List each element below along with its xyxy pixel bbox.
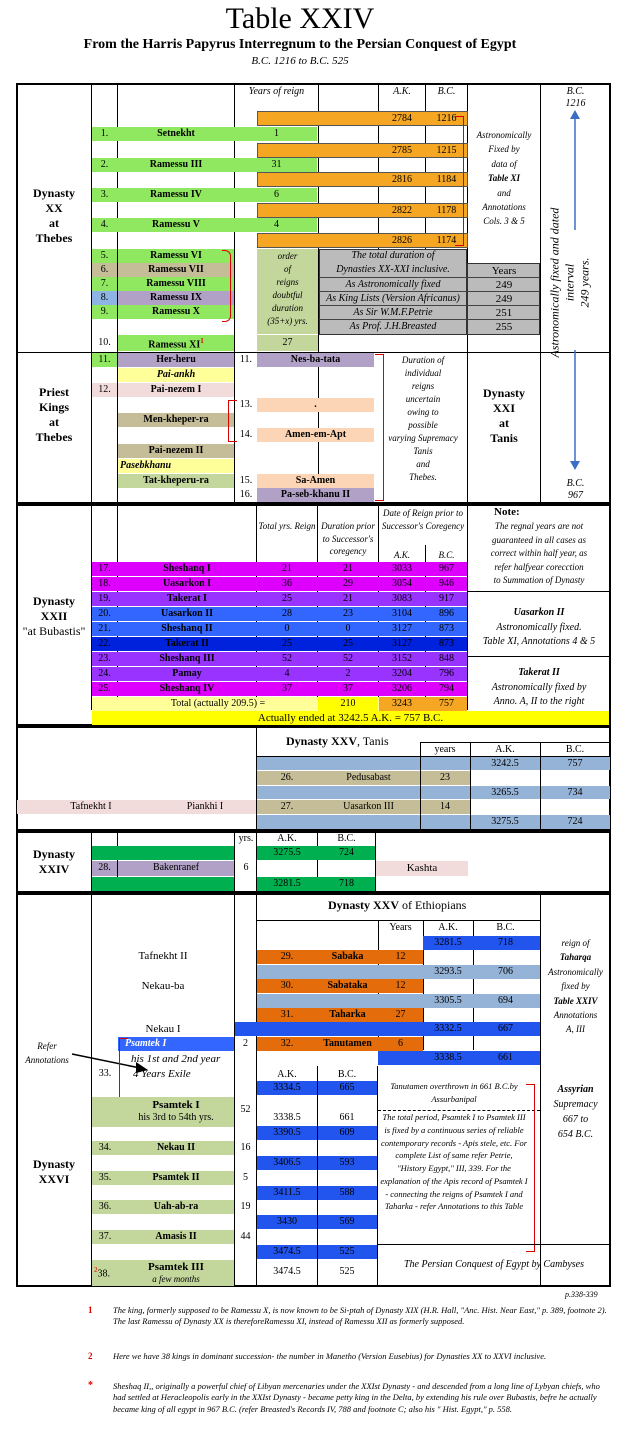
- king-name: Sabataka: [327, 980, 368, 991]
- king-name: Pa-seb-khanu II: [280, 489, 351, 500]
- king-name: Setnekht: [157, 128, 195, 139]
- dyn22-ended: Actually ended at 3242.5 A.K. = 757 B.C.: [257, 712, 444, 724]
- king-name: Uasarkon III: [343, 801, 394, 812]
- king-name: Uasarkon I: [162, 578, 212, 589]
- date-bc: 1178: [436, 205, 457, 216]
- date-ak: 3474.5: [273, 1266, 301, 1277]
- king-name: Psamtek I: [152, 1099, 200, 1111]
- king-number: 21.: [98, 623, 111, 634]
- date-bc: 796: [439, 668, 454, 679]
- date-bc: 661: [498, 1052, 513, 1063]
- order-note: order of reigns doubtful duration (35+x) yrs.: [267, 251, 308, 327]
- years-header: yrs.: [238, 833, 254, 844]
- bc-header: B.C.: [337, 833, 356, 844]
- total-box-title: The total duration of: [351, 250, 435, 261]
- total-row-years: 249: [495, 279, 513, 291]
- date-ak: 3104: [392, 608, 412, 619]
- date-bc: 917: [439, 593, 454, 604]
- date-bc: 1174: [436, 235, 457, 246]
- king-years: 27: [395, 1009, 406, 1020]
- date-ak: 3474.5: [273, 1246, 301, 1257]
- total-box-title: Dynasties XX-XXI inclusive.: [336, 264, 450, 275]
- king-years: 1: [274, 128, 279, 139]
- dyn21-right-label: Dynasty XXI at Tanis: [482, 386, 525, 445]
- date-bc: 694: [498, 995, 513, 1006]
- king-total: 28: [282, 608, 292, 619]
- date-ak: 3338.5: [434, 1052, 462, 1063]
- date-ak: 2822: [392, 205, 412, 216]
- king-name: .: [314, 399, 317, 410]
- years-header: Years: [389, 922, 412, 933]
- dyn26-label: Dynasty XXVI: [32, 1157, 75, 1186]
- king-number: 7.: [100, 278, 109, 289]
- side-vertical-note: Astronomically fixed and dated interval 249 years.: [547, 207, 592, 358]
- date-bc: 665: [339, 1082, 355, 1093]
- side-top-year: 1216: [565, 98, 586, 109]
- date-ak: 3281.5: [273, 878, 301, 889]
- tafnekht-ii-label: Tafnekht II: [138, 950, 188, 962]
- king-total: 25: [282, 593, 292, 604]
- side-top-bc: B.C.: [566, 86, 585, 97]
- bc-header: B.C.: [437, 86, 456, 97]
- king-number: 22.: [98, 638, 111, 649]
- king-years: 23: [440, 772, 450, 783]
- exile-sub: 4 Years Exile: [133, 1068, 191, 1080]
- king-name: Pai-nezem II: [148, 445, 204, 456]
- king-years: 6: [398, 1038, 403, 1049]
- date-bc: 661: [339, 1112, 355, 1123]
- kashta-label: Kashta: [406, 862, 438, 874]
- king-prior: 52: [343, 653, 353, 664]
- king-prior: 23: [343, 608, 353, 619]
- king-total: 52: [282, 653, 292, 664]
- king-number: 16.: [239, 489, 253, 500]
- persian-conquest: The Persian Conquest of Egypt by Cambyses: [404, 1259, 584, 1270]
- date-bc: 1184: [436, 174, 457, 185]
- date-ak: 3033: [392, 563, 412, 574]
- date-ak: 3275.5: [273, 847, 301, 858]
- king-number: 24.: [98, 668, 111, 679]
- footnote-text: The king, formerly supposed to be Ramessu X, is now known to be Si-ptah of Dynasty XIX (H.R. Hall, "Anc. Hist. Near East," p. 389, footnote 2). The last Ramessu of Dynasty XX is thereforeRamessu XI, instead of Ramessu XII as formerly supposed.: [113, 1305, 607, 1327]
- date-ak: 3334.5: [273, 1082, 301, 1093]
- king-number: 1.: [100, 128, 109, 139]
- total-row-label: As Astronomically fixed: [345, 279, 441, 290]
- king-name: Uah-ab-ra: [153, 1201, 199, 1212]
- header-date-reign: Date of Reign prior to Successor's Coregency: [381, 508, 465, 531]
- king-number: $^2$38.: [94, 1266, 110, 1280]
- date-ak: 2816: [392, 174, 412, 185]
- dyn23-title: Dynasty XXV, Tanis: [286, 734, 389, 748]
- king-name: Men-kheper-ra: [143, 414, 209, 425]
- date-bc: 525: [339, 1246, 355, 1257]
- dyn21-note: Duration of individual reigns uncertain owing to possible varying Supremacy Tanis and Thebes.: [388, 355, 458, 483]
- king-prior: 2: [345, 668, 351, 679]
- king-name: Takerat II: [165, 638, 209, 649]
- date-ak: 3206: [392, 683, 412, 694]
- king-number: 31.: [280, 1009, 294, 1020]
- king-number: 8.: [100, 292, 109, 303]
- king-name: Tat-kheperu-ra: [143, 475, 209, 486]
- date-bc: 569: [339, 1216, 355, 1227]
- king-name: Takerat I: [167, 593, 207, 604]
- dyn22-label: Dynasty XXII "at Bubastis": [22, 594, 86, 638]
- king-name: Pai-nezem I: [150, 384, 202, 395]
- date-bc: 609: [339, 1127, 355, 1138]
- uasarkon-note: Uasarkon II Astronomically fixed. Table XI, Annotations 4 & 5: [482, 607, 596, 647]
- date-bc: 873: [439, 638, 454, 649]
- king-number: 30.: [280, 980, 294, 991]
- king-years: 27: [282, 337, 293, 348]
- king-number: 34.: [98, 1142, 112, 1153]
- nekau-ba-label: Nekau-ba: [141, 980, 185, 992]
- king-number: 35.: [98, 1172, 112, 1183]
- total-row-years: 249: [495, 293, 513, 305]
- king-prior: 21: [343, 593, 353, 604]
- king-name: Pedusabast: [346, 772, 391, 783]
- king-prior: 25: [343, 638, 353, 649]
- king-number: 27.: [280, 801, 294, 812]
- date-ak: 3411.5: [273, 1187, 301, 1198]
- king-number: 10.: [98, 337, 111, 348]
- total-row-label: As King Lists (Version Africanus): [326, 293, 460, 304]
- king-name: Ramessu IX: [150, 292, 202, 303]
- king-name: Sheshanq II: [161, 623, 213, 634]
- king-name: Ramessu III: [149, 159, 203, 170]
- footnote-mark: 2: [88, 1351, 93, 1361]
- takerat-note: Takerat II Astronomically fixed by Anno. A, II to the right: [491, 667, 587, 707]
- date-ak: 3265.5: [491, 787, 519, 798]
- ak-header: A.K.: [393, 550, 410, 560]
- king-name: Sheshanq I: [163, 563, 211, 574]
- king-name: Pai-ankh: [156, 369, 196, 380]
- page-subtitle: From the Harris Papyrus Interregnum to the Persian Conquest of Egypt: [83, 37, 517, 52]
- king-years: 14: [440, 801, 450, 812]
- king-years: 2: [243, 1038, 248, 1049]
- king-number: 2.: [100, 159, 109, 170]
- date-bc: 718: [339, 878, 354, 889]
- dyn22-total-bc: 757: [439, 698, 454, 709]
- king-name: Pasebkhanu: [120, 460, 172, 471]
- king-sub: a few months: [152, 1274, 200, 1284]
- date-ak: 3054: [392, 578, 412, 589]
- king-number: 9.: [100, 306, 109, 317]
- date-ak: 3293.5: [434, 966, 462, 977]
- header-total-reign: Total yrs. Reign: [258, 521, 316, 531]
- king-name: Her-heru: [156, 354, 196, 365]
- dyn22-total-label: Total (actually 209.5) =: [170, 698, 266, 709]
- total-years-header: Years: [491, 265, 517, 277]
- king-years: 4: [274, 219, 279, 230]
- date-ak: 3281.5: [434, 937, 462, 948]
- king-number: 23.: [98, 653, 111, 664]
- ak-header: A.K.: [277, 833, 297, 844]
- side-bottom-bc: B.C.: [566, 478, 585, 489]
- years-header: years: [434, 744, 456, 755]
- king-name: Pamay: [172, 668, 202, 679]
- dyn22-total-ak: 3243: [392, 698, 412, 709]
- bc-header: B.C.: [496, 922, 515, 933]
- date-bc: 734: [567, 787, 583, 798]
- king-years: 12: [395, 951, 406, 962]
- king-prior: 21: [343, 563, 353, 574]
- king-number: 17.: [98, 563, 111, 574]
- king-number: 12.: [98, 384, 111, 395]
- date-ak: 2826: [392, 235, 412, 246]
- total-period-note: The total period, Psamtek I to Psamtek III is fixed by a continuous series of reliable contemporary records - Apis stele, etc. For complete List of same refer Petrie, "History Egypt," III, 339. For the explanation of the Apis record of Psamtek I - connecting the reigns of Psamtek I and Taharka - refer Annotations to this Table: [380, 1112, 528, 1212]
- king-name: Ramessu VII: [148, 264, 204, 275]
- king-prior: 37: [343, 683, 353, 694]
- date-bc: 593: [339, 1157, 355, 1168]
- date-ak: 3430: [277, 1216, 297, 1227]
- date-bc: 588: [339, 1187, 355, 1198]
- ak-header: A.K.: [393, 86, 411, 97]
- king-prior: 0: [345, 623, 351, 634]
- king-total: 0: [284, 623, 290, 634]
- king-number: 19.: [98, 593, 111, 604]
- king-number: 32.: [280, 1038, 294, 1049]
- king-name: Sabaka: [331, 951, 364, 962]
- nekau-i-label: Nekau I: [145, 1023, 181, 1035]
- date-bc: 967: [439, 563, 454, 574]
- king-total: 36: [282, 578, 292, 589]
- king-number: 28.: [98, 862, 111, 873]
- date-bc: 525: [339, 1266, 355, 1277]
- king-total: 25: [282, 638, 292, 649]
- date-bc: 896: [439, 608, 454, 619]
- king-number: 6.: [100, 264, 109, 275]
- footnote-mark: 1: [88, 1305, 93, 1315]
- header-duration-prior: Duration prior to Successor's coregency: [321, 521, 375, 557]
- king-name: Psamtek I: [125, 1038, 167, 1049]
- dyn20-label: Dynasty XX at Thebes: [32, 186, 75, 245]
- dyn22-note-title: Note:: [494, 506, 520, 518]
- king-name: Psamtek III: [148, 1261, 204, 1273]
- date-bc: 848: [439, 653, 454, 664]
- king-number: 3.: [100, 189, 109, 200]
- king-total: 4: [284, 668, 290, 679]
- king-name: Uasarkon II: [161, 608, 213, 619]
- king-name: Ramessu X: [151, 306, 201, 317]
- date-ak: 2784: [392, 113, 412, 124]
- king-number: 18.: [98, 578, 111, 589]
- total-row-years: 255: [495, 321, 513, 333]
- dyn22-note: The regnal years are not guaranteed in all cases as correct within half year, as refer halfyear corecction to Summation of Dynasty: [490, 521, 588, 585]
- king-number: 5.: [100, 250, 109, 261]
- date-bc: 1216: [436, 113, 457, 124]
- king-name: Amasis II: [155, 1231, 197, 1242]
- bc-header: B.C.: [438, 550, 455, 560]
- side-bottom-year: 967: [568, 490, 583, 501]
- years-reign-header: Years of reign: [248, 86, 305, 97]
- total-row-label: As Sir W.M.F.Petrie: [353, 307, 433, 318]
- king-prior: 29: [343, 578, 353, 589]
- footnote-text: Here we have 38 kings in dominant succession- the number in Manetho (Version Eusebius) for Dynasties XX to XXVI inclusive.: [113, 1351, 547, 1361]
- dyn22-total-prior: 210: [340, 698, 356, 709]
- king-number: 14.: [239, 429, 253, 440]
- king-years: 6: [243, 862, 249, 873]
- date-ak: 3305.5: [434, 995, 462, 1006]
- date-ak: 3390.5: [273, 1127, 301, 1138]
- king-name: Sheshanq III: [159, 653, 215, 664]
- king-name: Taharka: [329, 1009, 366, 1020]
- date-bc: 1215: [436, 145, 457, 156]
- king-years: 44: [240, 1231, 251, 1242]
- king-name: Ramessu IV: [150, 189, 202, 200]
- date-ak: 3204: [392, 668, 412, 679]
- king-years: 16: [240, 1142, 251, 1153]
- dyn24-label: Dynasty XXIV: [32, 847, 75, 876]
- date-bc: 794: [439, 683, 454, 694]
- king-name: Ramessu V: [152, 219, 200, 230]
- king-years: 5: [243, 1172, 248, 1183]
- piankhi-label: Piankhi I: [186, 801, 224, 812]
- ak-header: A.K.: [277, 1069, 297, 1080]
- king-number: 25.: [98, 683, 111, 694]
- date-ak: 3127: [392, 623, 412, 634]
- date-bc: 667: [498, 1023, 513, 1034]
- king-name: Bakenranef: [152, 862, 200, 873]
- king-name: Ramessu VI: [150, 250, 202, 261]
- king-name: Ramessu $XI^1$: [148, 337, 204, 351]
- king-years: 52: [240, 1104, 251, 1115]
- total-row-label: As Prof. J.H.Breasted: [349, 321, 437, 332]
- king-number: 36.: [98, 1201, 112, 1212]
- king-number: 11.: [239, 354, 253, 365]
- king-name: Nes-ba-tata: [290, 354, 341, 365]
- king-number: 37.: [98, 1231, 112, 1242]
- king-years: 31: [271, 159, 282, 170]
- assyrian-note: Assyrian Supremacy 667 to 654 B.C.: [553, 1084, 598, 1140]
- taharqa-note: reign of Taharqa Astronomically fixed by Table XXIV Annotations A, III: [548, 938, 603, 1035]
- date-ak: 3127: [392, 638, 412, 649]
- date-bc: 724: [339, 847, 354, 858]
- king-number: 20.: [98, 608, 111, 619]
- king-number: 26.: [280, 772, 294, 783]
- king-number: 33.: [98, 1068, 112, 1079]
- king-name: Psamtek II: [152, 1172, 200, 1183]
- date-bc: 946: [439, 578, 454, 589]
- king-name: Sa-Amen: [295, 475, 336, 486]
- total-row-years: 251: [495, 307, 513, 319]
- date-ak: 3275.5: [491, 816, 519, 827]
- date-ak: 3338.5: [273, 1112, 301, 1123]
- king-number: 11.: [98, 354, 111, 365]
- king-years: 19: [240, 1201, 251, 1212]
- dyn21-left-label: Priest Kings at Thebes: [35, 385, 73, 444]
- king-name: Ramessu VIII: [146, 278, 206, 289]
- king-number: 15.: [239, 475, 253, 486]
- ak-header: A.K.: [438, 922, 458, 933]
- king-years: 6: [274, 189, 279, 200]
- king-total: 21: [282, 563, 292, 574]
- page-title: Table XXIV: [225, 2, 375, 35]
- bc-header: B.C.: [337, 1069, 357, 1080]
- exile-sub: his 1st and 2nd year: [131, 1053, 221, 1065]
- date-bc: 757: [567, 758, 583, 769]
- king-number: 4.: [100, 219, 109, 230]
- king-name: Sheshanq IV: [159, 683, 215, 694]
- king-name: Nekau II: [156, 1142, 196, 1153]
- footnote-text: Sheshaq II,, originally a powerful chief of Libyan mercenaries under the XXIst Dynasty - and descended from a long line of Lybyan chiefs, who had settled at Heracleopolis early in the XXIst Dynasty - became petty king in the Delta, by extending his rule over Bubastis, befre he actually became king of all egypt in 967 B.C. (refer Breasted's Records IV, 788 and footnote C; also his " Hist. Egypt," p. 558.: [113, 1381, 600, 1414]
- refer-annotations: Refer Annotations: [25, 1041, 69, 1065]
- tafnekht-label: Tafnekht I: [70, 801, 112, 812]
- date-ak: 3332.5: [434, 1023, 462, 1034]
- king-name: Tanutamen: [323, 1038, 372, 1049]
- date-bc: 873: [439, 623, 454, 634]
- date-ak: 2785: [392, 145, 412, 156]
- king-number: 29.: [280, 951, 294, 962]
- king-years: 12: [395, 980, 406, 991]
- king-name: Amen-em-Apt: [284, 429, 347, 440]
- date-bc: 718: [498, 937, 513, 948]
- bc-header: B.C.: [565, 744, 585, 755]
- date-ak: 3242.5: [491, 758, 519, 769]
- page-ref: p.338-339: [565, 1290, 598, 1299]
- ak-header: A.K.: [495, 744, 515, 755]
- tanutamen-note: Tanutamen overthrown in 661 B.C.by Assurbanipal: [390, 1081, 518, 1104]
- date-bc: 706: [498, 966, 513, 977]
- footnote-mark: *: [88, 1380, 93, 1391]
- date-ak: 3152: [392, 653, 412, 664]
- date-range: B.C. 1216 to B.C. 525: [251, 55, 349, 67]
- date-ak: 3406.5: [273, 1157, 301, 1168]
- date-bc: 724: [567, 816, 583, 827]
- king-total: 37: [282, 683, 292, 694]
- astro-note: Astronomically Fixed by data of Table XI and Annotations Cols. 3 & 5: [476, 130, 532, 227]
- date-ak: 3083: [392, 593, 412, 604]
- king-sub: his 3rd to 54th yrs.: [138, 1112, 214, 1123]
- king-number: 13.: [239, 399, 253, 410]
- dyn25e-title: Dynasty XXV of Ethiopians: [328, 898, 467, 912]
